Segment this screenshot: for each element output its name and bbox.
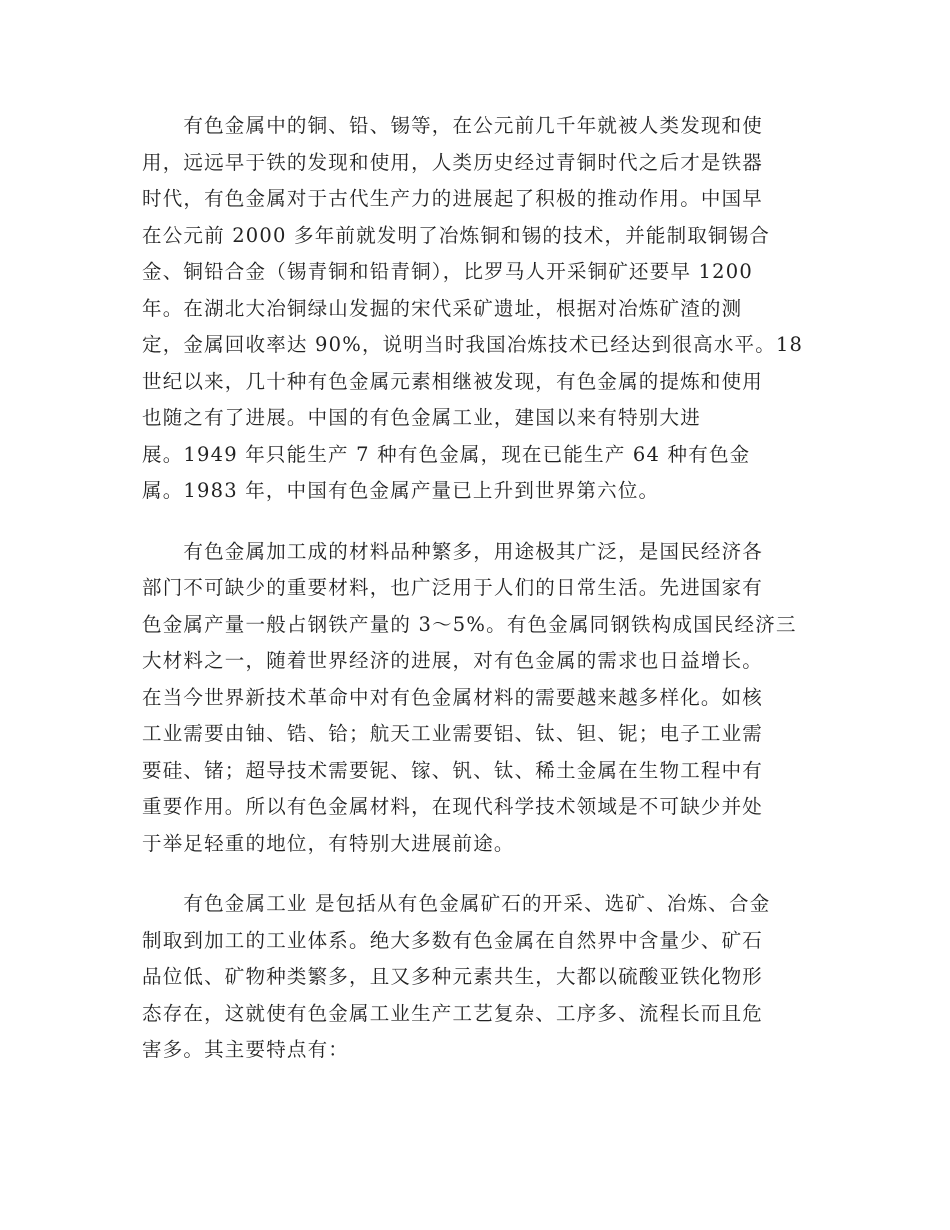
paragraph-3 <box>142 886 808 1069</box>
text-line: 属。1983 年，中国有色金属产量已上升到世界第六位。 <box>142 479 660 502</box>
text-line: 制取到加工的工业体系。绝大多数有色金属在自然界中含量少、矿石 <box>142 928 764 952</box>
text-line: 金、铜铅合金（锡青铜和铅青铜），比罗马人开采铜矿还要早 1200 <box>142 260 753 283</box>
text-line: 于举足轻重的地位，有特别大进展前途。 <box>142 831 515 855</box>
text-line: 时代，有色金属对于古代生产力的进展起了积极的推动作用。中国早 <box>142 187 764 210</box>
text-line: 年。在湖北大冶铜绿山发掘的宋代采矿遗址，根据对冶炼矿渣的测 <box>142 296 743 320</box>
paragraph-1 <box>142 108 808 510</box>
text-line: 大材料之一，随着世界经济的进展，对有色金属的需求也日益增长。 <box>142 649 764 672</box>
text-line: 有色金属加工成的材料品种繁多，用途极其广泛，是国民经济各 <box>142 539 764 563</box>
text-line: 重要作用。所以有色金属材料，在现代科学技术领域是不可缺少并处 <box>142 795 764 818</box>
document-body <box>142 108 808 1093</box>
text-line: 色金属产量一般占钢铁产量的 3～5%。有色金属同钢铁构成国民经济三 <box>142 612 797 636</box>
text-line: 展。1949 年只能生产 7 种有色金属，现在已能生产 64 种有色金 <box>142 442 751 466</box>
text-line: 有色金属工业 是包括从有色金属矿石的开采、选矿、冶炼、合金 <box>142 892 771 915</box>
text-line: 害多。其主要特点有： <box>142 1038 350 1061</box>
text-line: 态存在，这就使有色金属工业生产工艺复杂、工序多、流程长而且危 <box>142 1001 764 1025</box>
text-line: 在公元前 2000 多年前就发明了冶炼铜和锡的技术，并能制取铜锡合 <box>142 223 771 247</box>
text-line: 也随之有了进展。中国的有色金属工业，建国以来有特别大进 <box>142 406 701 429</box>
text-line: 品位低、矿物种类繁多，且又多种元素共生，大都以硫酸亚铁化物形 <box>142 965 764 988</box>
text-line: 有色金属中的铜、铅、锡等，在公元前几千年就被人类发现和使 <box>142 114 764 137</box>
text-line: 在当今世界新技术革命中对有色金属材料的需要越来越多样化。如核 <box>142 685 764 709</box>
text-line: 部门不可缺少的重要材料，也广泛用于人们的日常生活。先进国家有 <box>142 576 764 599</box>
text-line: 要硅、锗；超导技术需要铌、镓、钒、钛、稀土金属在生物工程中有 <box>142 758 764 782</box>
paragraph-2 <box>142 534 808 863</box>
text-line: 世纪以来，几十种有色金属元素相继被发现，有色金属的提炼和使用 <box>142 369 764 393</box>
text-line: 工业需要由铀、锆、铪；航天工业需要铝、钛、钽、铌；电子工业需 <box>142 722 764 745</box>
text-line: 定，金属回收率达 90%，说明当时我国冶炼技术已经达到很高水平。18 <box>142 333 804 356</box>
text-line: 用，远远早于铁的发现和使用，人类历史经过青铜时代之后才是铁器 <box>142 150 764 174</box>
